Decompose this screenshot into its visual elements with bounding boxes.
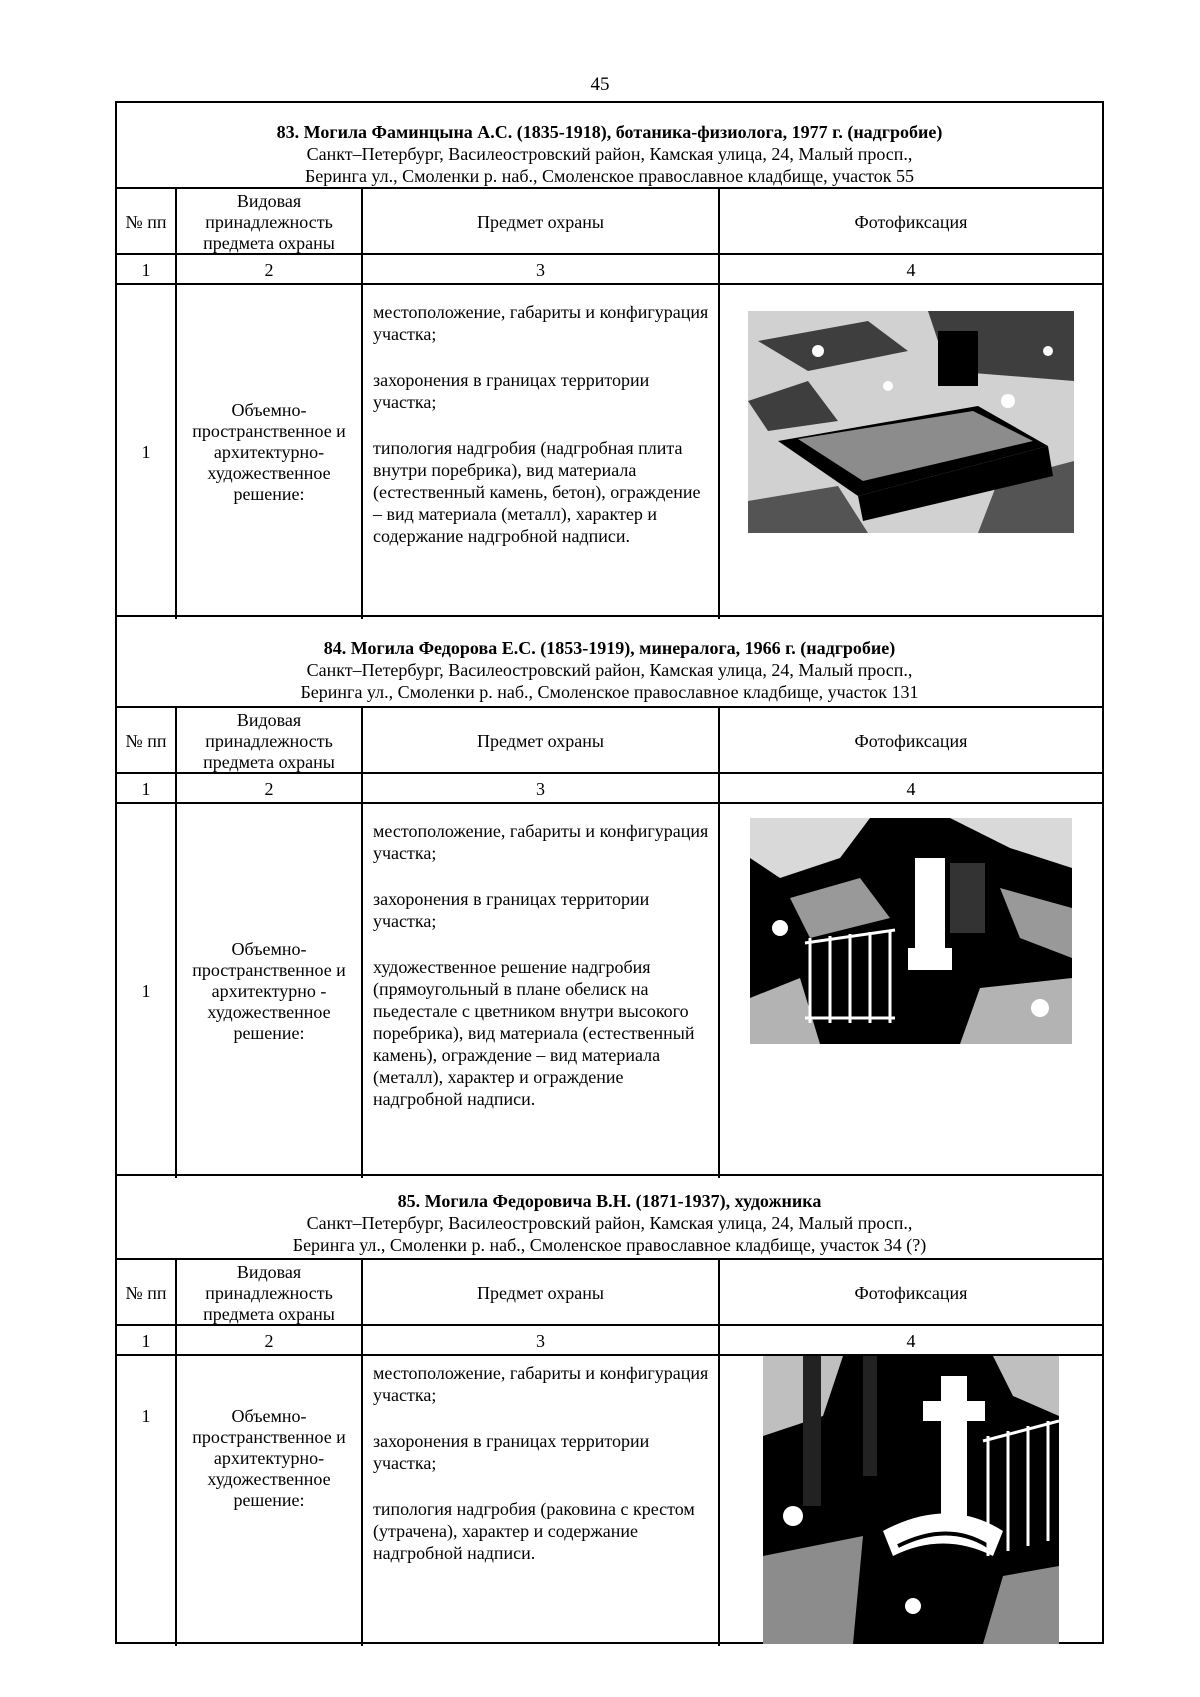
type-description: Объемно-пространственное и архитектурно-художественное решение: [175, 285, 361, 619]
column-number-row [117, 1324, 1102, 1356]
col-header-photo: Фотофиксация [718, 189, 1102, 255]
grave-photo-obelisk-icon [750, 818, 1072, 1044]
subject-item: типология надгробия (раковина с крестом (утрачена), характер и содержание надгробной надписи. [373, 1499, 695, 1563]
record-title: 85. Могила Федоровича В.Н. (1871-1937), художника [397, 1191, 822, 1211]
col-header-subject: Предмет охраны [361, 189, 718, 255]
col-header-photo: Фотофиксация [718, 1260, 1102, 1326]
col-header-type: Видовая принадлежность предмета охраны [175, 708, 361, 774]
col-number-3: 3 [361, 1326, 718, 1356]
subject-item: типология надгробия (надгробная плита внутри поребрика), вид материала (естественный камень, бетон), ограждение – вид материала (металл), характер и содержание надгробной надписи. [373, 438, 701, 546]
col-header-photo: Фотофиксация [718, 708, 1102, 774]
subject-item: местоположение, габариты и конфигурация участка; [373, 1363, 709, 1405]
record-title: 84. Могила Федорова Е.С. (1853-1919), минералога, 1966 г. (надгробие) [323, 638, 896, 658]
col-number-1: 1 [141, 778, 151, 799]
col-number-4: 4 [718, 774, 1102, 804]
col-header-subject: Предмет охраны [361, 708, 718, 774]
subject-cell [361, 804, 718, 1178]
grave-photo-cross-icon [763, 1356, 1059, 1644]
col-header-num: № пп [125, 211, 167, 232]
column-number-row [117, 253, 1102, 285]
photo-cell [718, 804, 1102, 1178]
row-number: 1 [141, 1406, 151, 1426]
col-header-subject: Предмет охраны [361, 1260, 718, 1326]
page-number: 45 [590, 74, 610, 95]
col-number-2: 2 [175, 1326, 361, 1356]
header-row [117, 1258, 1102, 1326]
record-heading [117, 121, 1102, 187]
col-header-type: Видовая принадлежность предмета охраны [175, 1260, 361, 1326]
col-header-num: № пп [125, 1282, 167, 1303]
grave-photo-slab-icon [748, 311, 1074, 533]
col-number-1: 1 [141, 259, 151, 280]
col-number-4: 4 [718, 255, 1102, 285]
subject-item: захоронения в границах территории участка; [373, 889, 650, 931]
record-83 [115, 101, 1104, 617]
col-number-1: 1 [141, 1330, 151, 1351]
subject-item: захоронения в границах территории участка; [373, 370, 650, 412]
content-row [117, 283, 1102, 619]
record-address-line2: Беринга ул., Смоленки р. наб., Смоленское православное кладбище, участок 131 [300, 682, 919, 702]
record-heading [117, 637, 1102, 703]
subject-item: художественное решение надгробия (прямоугольный в плане обелиск на пьедестале с цветником внутри высокого поребрика), вид материала (естественный камень), ограждение – вид материала (металл), характер и ограждение надгробной надписи. [373, 957, 695, 1109]
subject-cell [361, 285, 718, 619]
content-row [117, 802, 1102, 1178]
header-row [117, 187, 1102, 255]
record-84 [115, 615, 1104, 1176]
col-header-num: № пп [125, 730, 167, 751]
column-number-row [117, 772, 1102, 804]
col-number-2: 2 [175, 255, 361, 285]
type-description: Объемно-пространственное и архитектурно - художественное решение: [175, 804, 361, 1178]
record-address-line2: Беринга ул., Смоленки р. наб., Смоленское православное кладбище, участок 55 [304, 166, 915, 186]
subject-item: местоположение, габариты и конфигурация участка; [373, 821, 709, 863]
record-address-line2: Беринга ул., Смоленки р. наб., Смоленское православное кладбище, участок 34 (?) [292, 1235, 927, 1255]
row-number: 1 [141, 980, 151, 1001]
subject-item: захоронения в границах территории участка; [373, 1431, 650, 1473]
record-heading [117, 1190, 1102, 1256]
record-85 [115, 1174, 1104, 1644]
record-address-line1: Санкт–Петербург, Василеостровский район, Камская улица, 24, Малый просп., [306, 660, 913, 680]
col-number-4: 4 [718, 1326, 1102, 1356]
subject-item: местоположение, габариты и конфигурация участка; [373, 302, 709, 344]
record-address-line1: Санкт–Петербург, Василеостровский район, Камская улица, 24, Малый просп., [306, 1213, 913, 1233]
row-number: 1 [141, 441, 151, 462]
header-row [117, 706, 1102, 774]
record-title: 83. Могила Фаминцына А.С. (1835-1918), ботаника-физиолога, 1977 г. (надгробие) [276, 122, 943, 142]
col-number-3: 3 [361, 255, 718, 285]
col-number-2: 2 [175, 774, 361, 804]
photo-cell [718, 1356, 1102, 1646]
record-address-line1: Санкт–Петербург, Василеостровский район, Камская улица, 24, Малый просп., [306, 144, 913, 164]
type-description: Объемно-пространственное и архитектурно-художественное решение: [175, 1356, 361, 1646]
subject-cell [361, 1356, 718, 1646]
col-header-type: Видовая принадлежность предмета охраны [175, 189, 361, 255]
col-number-3: 3 [361, 774, 718, 804]
photo-cell [718, 285, 1102, 619]
content-row [117, 1354, 1102, 1646]
